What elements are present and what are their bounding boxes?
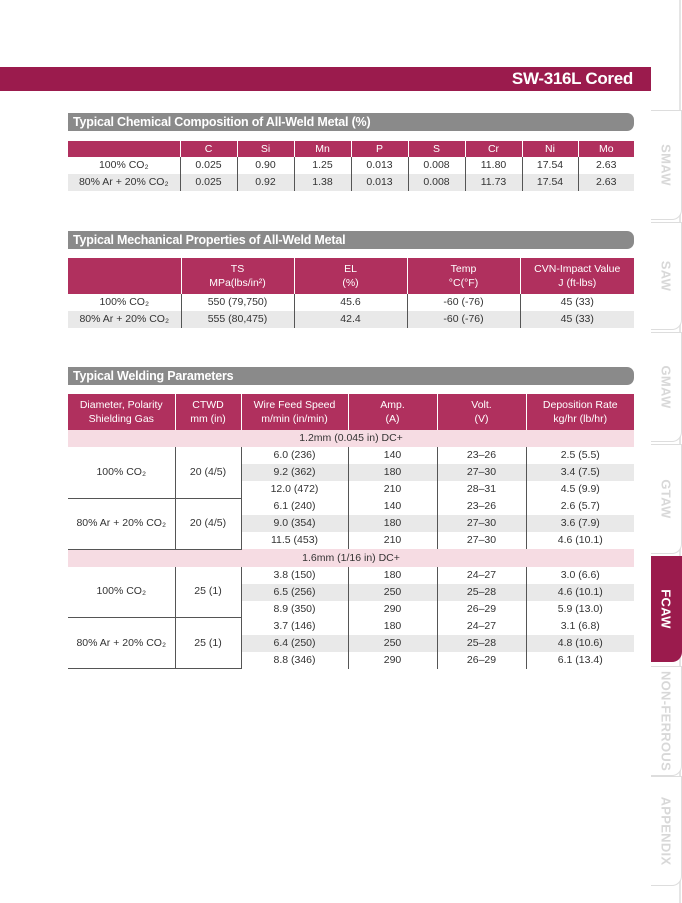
ctwd-cell: 25 (1) bbox=[175, 567, 241, 618]
table-cell: -60 (-76) bbox=[407, 294, 520, 311]
weld-section bbox=[68, 367, 634, 669]
tab-label: GMAW bbox=[658, 365, 674, 409]
table-cell: 28–31 bbox=[437, 481, 526, 498]
table-cell: 0.013 bbox=[351, 157, 408, 174]
mech-section-title: Typical Mechanical Properties of All-Weld Metal bbox=[68, 231, 634, 249]
table-cell: 2.6 (5.7) bbox=[560, 500, 600, 512]
ctwd-cell: 20 (4/5) bbox=[175, 498, 241, 549]
table-cell: 26–29 bbox=[437, 652, 526, 669]
chem-col-si: Si bbox=[237, 141, 294, 157]
table-row bbox=[68, 618, 634, 635]
table-cell: 0.008 bbox=[408, 157, 465, 174]
table-cell: 180 bbox=[348, 618, 437, 635]
table-cell: 23–26 bbox=[437, 447, 526, 464]
diameter-heading: 1.6mm (1/16 in) DC+ bbox=[68, 549, 634, 567]
chem-col-cr: Cr bbox=[465, 141, 522, 157]
tab-label: GTAW bbox=[658, 479, 674, 519]
tab-label: APPENDIX bbox=[658, 796, 674, 866]
table-row bbox=[68, 174, 634, 191]
shielding-gas-cell: 80% Ar + 20% CO₂ bbox=[68, 498, 175, 549]
mech-table bbox=[68, 258, 634, 328]
table-cell: 0.025 bbox=[180, 174, 237, 191]
table-cell: 1.38 bbox=[294, 174, 351, 191]
table-cell: 27–30 bbox=[437, 515, 526, 532]
table-cell: 4.5 (9.9) bbox=[560, 483, 600, 495]
table-cell: 25–28 bbox=[437, 635, 526, 652]
table-cell: 25–28 bbox=[437, 584, 526, 601]
table-cell: 140 bbox=[348, 498, 437, 515]
table-cell: 100% CO₂ bbox=[68, 157, 180, 174]
ctwd-cell: 25 (1) bbox=[175, 618, 241, 669]
mech-section bbox=[68, 231, 634, 328]
tab-label: FCAW bbox=[658, 589, 674, 629]
table-cell: 80% Ar + 20% CO₂ bbox=[68, 311, 181, 328]
table-cell: 210 bbox=[348, 532, 437, 549]
table-cell: 555 (80,475) bbox=[181, 311, 294, 328]
table-row bbox=[68, 567, 634, 584]
tab-gtaw[interactable] bbox=[651, 444, 682, 554]
tab-label: NON-FERROUS bbox=[658, 670, 674, 772]
table-cell: 6.1 (240) bbox=[241, 498, 348, 515]
table-cell: 26–29 bbox=[437, 601, 526, 618]
table-cell: 24–27 bbox=[437, 567, 526, 584]
table-cell: 3.8 (150) bbox=[241, 567, 348, 584]
table-cell: 45 (33) bbox=[520, 311, 634, 328]
table-cell: 250 bbox=[348, 635, 437, 652]
table-cell: 11.5 (453) bbox=[241, 532, 348, 549]
chem-section bbox=[68, 113, 634, 191]
shielding-gas-cell: 80% Ar + 20% CO₂ bbox=[68, 618, 175, 669]
table-cell: 6.4 (250) bbox=[241, 635, 348, 652]
weld-col-dep: Deposition Rate kg/hr (lb/hr) bbox=[526, 394, 634, 430]
table-cell: 11.80 bbox=[465, 157, 522, 174]
mech-col-0 bbox=[68, 258, 181, 294]
table-cell: 8.9 (350) bbox=[241, 601, 348, 618]
table-cell: 27–30 bbox=[437, 532, 526, 549]
table-cell: 4.6 (10.1) bbox=[526, 584, 634, 601]
table-cell: 45.6 bbox=[294, 294, 407, 311]
weld-section-title: Typical Welding Parameters bbox=[68, 367, 634, 385]
weld-col-gas: Diameter, Polarity Shielding Gas bbox=[68, 394, 175, 430]
table-cell: 24–27 bbox=[437, 618, 526, 635]
diameter-heading-row bbox=[68, 549, 634, 567]
table-cell: 45 (33) bbox=[560, 296, 594, 308]
table-cell: 4.6 (10.1) bbox=[557, 534, 603, 546]
table-cell: 180 bbox=[348, 464, 437, 481]
tab-label: SMAW bbox=[658, 144, 674, 186]
table-row bbox=[68, 447, 634, 464]
title-bar bbox=[0, 67, 651, 91]
chem-col-s: S bbox=[408, 141, 465, 157]
table-cell: 3.0 (6.6) bbox=[560, 568, 600, 581]
table-cell: 6.5 (256) bbox=[241, 584, 348, 601]
table-cell: 6.0 (236) bbox=[241, 447, 348, 464]
chem-col-ni: Ni bbox=[522, 141, 578, 157]
tab-gmaw[interactable] bbox=[651, 332, 682, 442]
tab-smaw[interactable] bbox=[651, 110, 682, 220]
table-cell: 2.63 bbox=[578, 174, 634, 191]
table-cell: 11.73 bbox=[465, 174, 522, 191]
table-cell: 27–30 bbox=[437, 464, 526, 481]
chem-col-mo: Mo bbox=[578, 141, 634, 157]
table-cell: 12.0 (472) bbox=[241, 481, 348, 498]
table-cell: 6.1 (13.4) bbox=[557, 653, 603, 666]
chem-section-title: Typical Chemical Composition of All-Weld Metal (%) bbox=[68, 113, 634, 131]
page-title: SW-316L Cored bbox=[511, 69, 633, 88]
tab-label: SAW bbox=[658, 260, 674, 292]
table-cell: 23–26 bbox=[437, 498, 526, 515]
table-row bbox=[68, 498, 634, 515]
mech-col-temp: Temp °C(°F) bbox=[407, 258, 520, 294]
table-cell: 2.5 (5.5) bbox=[560, 449, 600, 461]
table-cell: 3.1 (6.8) bbox=[560, 619, 600, 632]
table-cell: 17.54 bbox=[522, 157, 578, 174]
table-cell: 250 bbox=[348, 584, 437, 601]
shielding-gas-cell: 100% CO₂ bbox=[68, 567, 175, 618]
chem-col-p: P bbox=[351, 141, 408, 157]
table-cell: 9.2 (362) bbox=[241, 464, 348, 481]
table-cell: 42.4 bbox=[294, 311, 407, 328]
table-cell: 180 bbox=[348, 515, 437, 532]
table-cell: 3.4 (7.5) bbox=[526, 464, 634, 481]
weld-col-ctwd: CTWD mm (in) bbox=[175, 394, 241, 430]
shielding-gas-cell: 100% CO₂ bbox=[68, 447, 175, 498]
table-cell: 100% CO₂ bbox=[68, 294, 181, 311]
table-cell: 2.63 bbox=[596, 159, 617, 171]
chem-col-c: C bbox=[180, 141, 237, 157]
tab-appendix[interactable] bbox=[651, 776, 682, 886]
tab-non-ferrous[interactable] bbox=[651, 666, 682, 776]
table-cell: 17.54 bbox=[522, 174, 578, 191]
table-cell: 4.8 (10.6) bbox=[526, 635, 634, 652]
chem-col-0 bbox=[68, 141, 180, 157]
mech-col-cvn: CVN-Impact Value J (ft-lbs) bbox=[520, 258, 634, 294]
chem-col-mn: Mn bbox=[294, 141, 351, 157]
table-cell: 0.008 bbox=[408, 174, 465, 191]
table-cell: 290 bbox=[348, 601, 437, 618]
table-cell: 210 bbox=[348, 481, 437, 498]
weld-col-amp: Amp. (A) bbox=[348, 394, 437, 430]
table-row bbox=[68, 157, 634, 174]
table-cell: 5.9 (13.0) bbox=[557, 602, 603, 615]
weld-table bbox=[68, 394, 634, 669]
table-cell: 180 bbox=[348, 567, 437, 584]
diameter-heading: 1.2mm (0.045 in) DC+ bbox=[68, 430, 634, 447]
table-cell: 0.025 bbox=[180, 157, 237, 174]
table-cell: 8.8 (346) bbox=[241, 652, 348, 669]
table-cell: 0.013 bbox=[351, 174, 408, 191]
table-row bbox=[68, 294, 634, 311]
tab-fcaw[interactable] bbox=[651, 556, 682, 662]
table-cell: 9.0 (354) bbox=[241, 515, 348, 532]
table-row bbox=[68, 311, 634, 328]
table-cell: 0.90 bbox=[237, 157, 294, 174]
diameter-heading-row bbox=[68, 430, 634, 447]
mech-col-ts: TS MPa(lbs/in²) bbox=[181, 258, 294, 294]
table-cell: 3.6 (7.9) bbox=[526, 515, 634, 532]
table-cell: 290 bbox=[348, 652, 437, 669]
mech-col-el: EL (%) bbox=[294, 258, 407, 294]
weld-col-volt: Volt. (V) bbox=[437, 394, 526, 430]
table-cell: 80% Ar + 20% CO₂ bbox=[68, 174, 180, 191]
ctwd-cell: 20 (4/5) bbox=[175, 447, 241, 498]
table-cell: -60 (-76) bbox=[407, 311, 520, 328]
table-cell: 3.7 (146) bbox=[241, 618, 348, 635]
table-cell: 1.25 bbox=[294, 157, 351, 174]
weld-col-wfs: Wire Feed Speed m/min (in/min) bbox=[241, 394, 348, 430]
tab-saw[interactable] bbox=[651, 222, 682, 330]
table-cell: 550 (79,750) bbox=[181, 294, 294, 311]
table-cell: 140 bbox=[348, 447, 437, 464]
chem-table bbox=[68, 141, 634, 191]
table-cell: 0.92 bbox=[237, 174, 294, 191]
